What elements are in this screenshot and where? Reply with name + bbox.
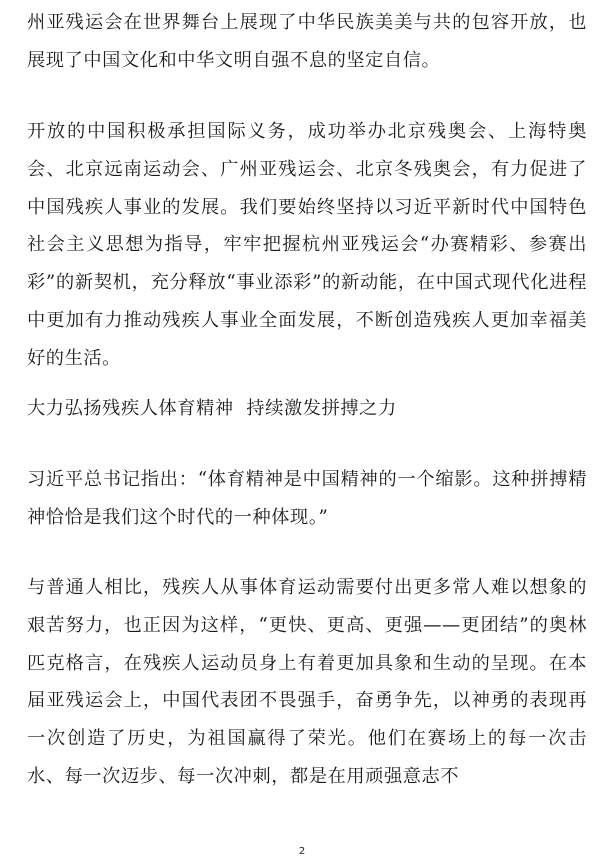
paragraph-2: 开放的中国积极承担国际义务，成功举办北京残奥会、上海特奥会、北京远南运动会、广州亚残运会、北京冬残奥会，有力促进了中国残疾人事业的发展。我们要始终坚持以习近平新时代中国特色社会主义思想为指导，牢牢把握杭州亚残运会“办赛精彩、参赛出彩”的新契机，充分释放“事业添彩”的新动能，在中国式现代化进程中更加有力推动残疾人事业全面发展，不断创造残疾人更加幸福美好的生活。 <box>27 121 587 369</box>
page-number: 2 <box>298 846 306 857</box>
paragraph-4: 与普通人相比，残疾人从事体育运动需要付出更多常人难以想象的艰苦努力，也正因为这样，“更快、更高、更强——更团结”的奥林匹克格言，在残疾人运动员身上有着更加具象和生动的呈现。在本届亚残运会上，中国代表团不畏强手，奋勇争先，以神勇的表现再一次创造了历史，为祖国赢得了荣光。他们在赛场上的每一次击水、每一次迈步、每一次冲刺，都是在用顽强意志不 <box>27 577 587 787</box>
section-heading: 大力弘扬残疾人体育精神 持续激发拼搏之力 <box>27 398 397 419</box>
paragraph-3: 习近平总书记指出：“体育精神是中国精神的一个缩影。这种拼搏精神恰恰是我们这个时代的一种体现。” <box>27 469 587 528</box>
paragraph-1: 州亚残运会在世界舞台上展现了中华民族美美与共的包容开放，也展现了中国文化和中华文明自强不息的坚定自信。 <box>27 12 587 71</box>
